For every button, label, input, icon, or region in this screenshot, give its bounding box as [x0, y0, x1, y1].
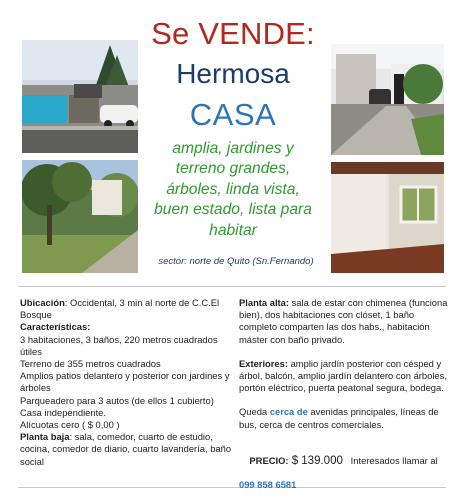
price-value: $ 139.000: [288, 455, 343, 468]
subtitle-line: buen estado, lista para: [154, 201, 312, 219]
caracteristica-item: Casa independiente.: [20, 406, 107, 418]
headline-se-vende: Se VENDE:: [151, 16, 315, 51]
sector-label: sector: norte de Quito (Sn.Fernando): [158, 256, 314, 267]
caracteristica-item: Terreno de 355 metros cuadrados: [20, 358, 161, 370]
price-label: PRECIO:: [249, 455, 289, 467]
caracteristica-item: Parqueadero para 3 autos (de ellos 1 cubierto): [20, 394, 214, 406]
caracteristica-item: Alícuotas cero ( $ 0,00 ): [20, 419, 120, 431]
ubicacion-label: Ubicación: [20, 297, 65, 308]
subtitle-line: terreno grandes,: [175, 160, 291, 178]
garden-photo: [22, 160, 138, 273]
caracteristica-item: Amplios patios delantero y posterior con jardines y árboles: [20, 370, 230, 394]
details-left-column: [20, 297, 232, 468]
cerca-highlight: cerca de: [269, 406, 308, 418]
divider-top: [18, 286, 446, 287]
planta-alta-text: sala de estar con chimenea (funciona bien), dos habitaciones con clóset, 1 baño completo comparten las dos habs., habitación máster con baño privado.: [239, 297, 448, 345]
planta-baja-label: Planta baja: [20, 431, 70, 443]
cerca-suffix: avenidas principales, líneas de bus, cerca de centros comerciales.: [239, 406, 439, 430]
ubicacion-text: : Occidental, 3 min al norte de C.C.El Bosque: [20, 297, 220, 321]
exteriores-text: amplio jardín posterior con césped y árbol, balcón, amplio jardín delantero con árboles, portón eléctrico, puerta peatonal segura, bodega.: [239, 357, 447, 394]
caracteristica-item: 3 habitaciones, 3 baños, 220 metros cuadrados útiles: [20, 333, 218, 357]
subtitle-line: amplia, jardines y: [172, 140, 294, 157]
bedroom-photo: [331, 162, 444, 273]
exteriores-paragraph: [239, 358, 451, 395]
ubicacion-paragraph: [20, 297, 232, 321]
planta-alta-paragraph: [239, 297, 451, 346]
caracteristicas-label: Características:: [20, 321, 91, 333]
driveway-photo: [331, 44, 444, 155]
cerca-prefix: Queda: [239, 406, 270, 418]
headline-casa: CASA: [189, 97, 277, 132]
subtitle-description: [138, 139, 328, 241]
subtitle-line: árboles, linda vista,: [166, 180, 300, 198]
planta-alta-label: Planta alta:: [239, 297, 290, 308]
planta-baja-paragraph: [20, 431, 232, 468]
exteriores-label: Exteriores:: [239, 357, 288, 369]
planta-baja-text: : sala, comedor, cuarto de estudio, cocina, comedor de diario, cuarto lavandería, baño social: [20, 431, 232, 467]
street-facade-photo: [22, 40, 138, 153]
phone-number[interactable]: 099 858 6581: [239, 479, 297, 491]
contact-text: Interesados llamar al: [342, 455, 438, 467]
price-paragraph: [239, 443, 451, 480]
headline-hermosa: Hermosa: [176, 58, 290, 89]
cerca-paragraph: [239, 406, 451, 430]
details-right-column: [239, 297, 451, 492]
subtitle-line: habitar: [209, 221, 257, 239]
